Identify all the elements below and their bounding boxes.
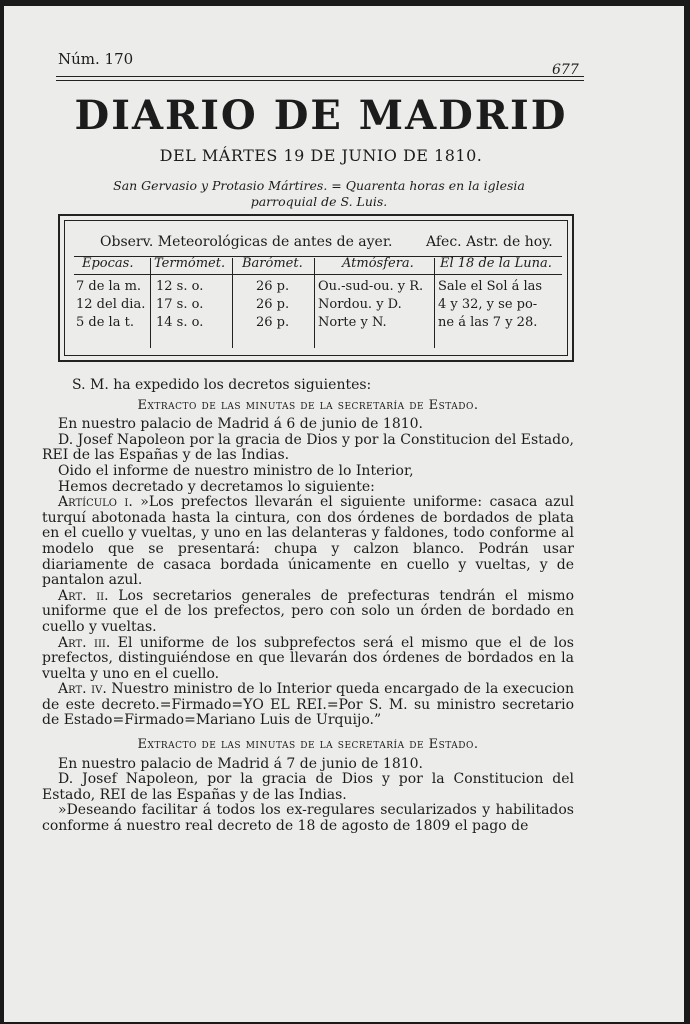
saints-line-2: parroquial de S. Luis.: [250, 194, 388, 209]
issue-number: Núm. 170: [58, 50, 134, 68]
row3-termo: 14 s. o.: [156, 315, 204, 330]
astro-line-1: Sale el Sol á las: [438, 279, 543, 294]
row3-baro: 26 p.: [256, 315, 290, 330]
place-date-2: En nuestro palacio de Madrid á 7 de junio de 1810.: [58, 755, 423, 772]
article-3-text: El uniforme de los subprefectos será el mismo que el de los prefectos, distinguiéndose en que llevarán dos órdenes de bordados en la vuelta y uno en el cuello.: [42, 634, 574, 682]
row1-termo: 12 s. o.: [156, 279, 204, 294]
astro-title: Afec. Astr. de hoy.: [426, 234, 553, 250]
section-heading-2: Extracto de las minutas de la secretaría de Estado.: [137, 737, 479, 753]
col-divider-3: [314, 258, 315, 348]
col-divider-1: [150, 258, 151, 348]
saints-line-1: San Gervasio y Protasio Mártires. = Quarenta horas en la iglesia: [113, 178, 525, 193]
row2-atmos: Nordou. y D.: [318, 297, 402, 312]
astro-line-2: 4 y 32, y se po-: [438, 297, 538, 312]
row1-atmos: Ou.-sud-ou. y R.: [318, 279, 424, 294]
article-4-text: Nuestro ministro de lo Interior queda encargado de la execucion de este decreto.=Firmado=YO EL REI.=Por S. M. su ministro secretario de Estado=Firmado=Mariano Luis de Urquijo.”: [42, 681, 575, 729]
weather-title: Observ. Meteorológicas de antes de ayer.: [100, 234, 393, 250]
astro-line-3: ne á las 7 y 28.: [438, 315, 538, 330]
row2-epoca: 12 del dia.: [76, 297, 146, 312]
col-divider-4: [434, 258, 435, 348]
intro-text: S. M. ha expedido los decretos siguientes:: [72, 377, 372, 393]
article-1-label: Artículo i.: [58, 494, 133, 511]
header-luna: El 18 de la Luna.: [440, 256, 552, 271]
article-2-text: Los secretarios generales de prefecturas tendrán el mismo uniforme que el de los prefectos, pero con solo un órden de bordado en cuello y vueltas.: [42, 587, 574, 635]
king-title-2: D. Josef Napoleon, por la gracia de Dios y por la Constitucion del Estado, REI de las Españas y de las Indias.: [42, 771, 574, 803]
header-termometro: Termómet.: [154, 256, 226, 271]
heard-report: Oido el informe de nuestro ministro de lo Interior,: [58, 462, 414, 479]
row1-baro: 26 p.: [256, 279, 290, 294]
king-title-1: D. Josef Napoleon por la gracia de Dios y por la Constitucion del Estado, REI de las Españas y de las Indias.: [42, 431, 574, 464]
newspaper-page: [4, 6, 684, 1022]
article-body: [42, 376, 574, 835]
section-heading-1: Extracto de las minutas de la secretaría de Estado.: [137, 397, 479, 413]
header-rule-2: [56, 80, 584, 81]
article-3-label: Art. iii.: [58, 634, 111, 651]
row1-epoca: 7 de la m.: [76, 279, 142, 294]
weather-table: [58, 214, 574, 362]
row3-atmos: Norte y N.: [318, 315, 387, 330]
weather-rule-header: [74, 274, 562, 275]
newspaper-title: DIARIO DE MADRID: [74, 92, 568, 139]
col-divider-2: [232, 258, 233, 348]
header-epocas: Epocas.: [82, 256, 134, 271]
row2-termo: 17 s. o.: [156, 297, 204, 312]
article-4-label: Art. iv.: [58, 681, 107, 698]
page-number: 677: [552, 62, 579, 78]
final-paragraph: »Deseando facilitar á todos los ex-regulares secularizados y habilitados conforme á nuestro real decreto de 18 de agosto de 1809 el pago de: [42, 802, 574, 835]
header-rule: [56, 76, 584, 77]
header-barometro: Barómet.: [242, 256, 303, 271]
row2-baro: 26 p.: [256, 297, 290, 312]
place-date-1: En nuestro palacio de Madrid á 6 de junio de 1810.: [58, 416, 423, 433]
decreed-text: Hemos decretado y decretamos lo siguiente:: [58, 478, 375, 495]
row3-epoca: 5 de la t.: [76, 315, 134, 330]
header-atmosfera: Atmósfera.: [342, 256, 414, 271]
issue-date: DEL MÁRTES 19 DE JUNIO DE 1810.: [159, 146, 483, 165]
article-1-text: »Los prefectos llevarán el siguiente uniforme: casaca azul turquí abotonada hasta la cintura, con dos órdenes de bordados de plata en el cuello y vueltas, y uno en las delanteras y faldones, todo conforme al modelo que se presentará: chupa y calzon blanco. Podrán usar diariamente de casaca bordada únicamente en cuello y vueltas, y de pantalon azul.: [42, 494, 574, 589]
saints-of-the-day: [64, 178, 574, 210]
article-2-label: Art. ii.: [58, 587, 109, 604]
